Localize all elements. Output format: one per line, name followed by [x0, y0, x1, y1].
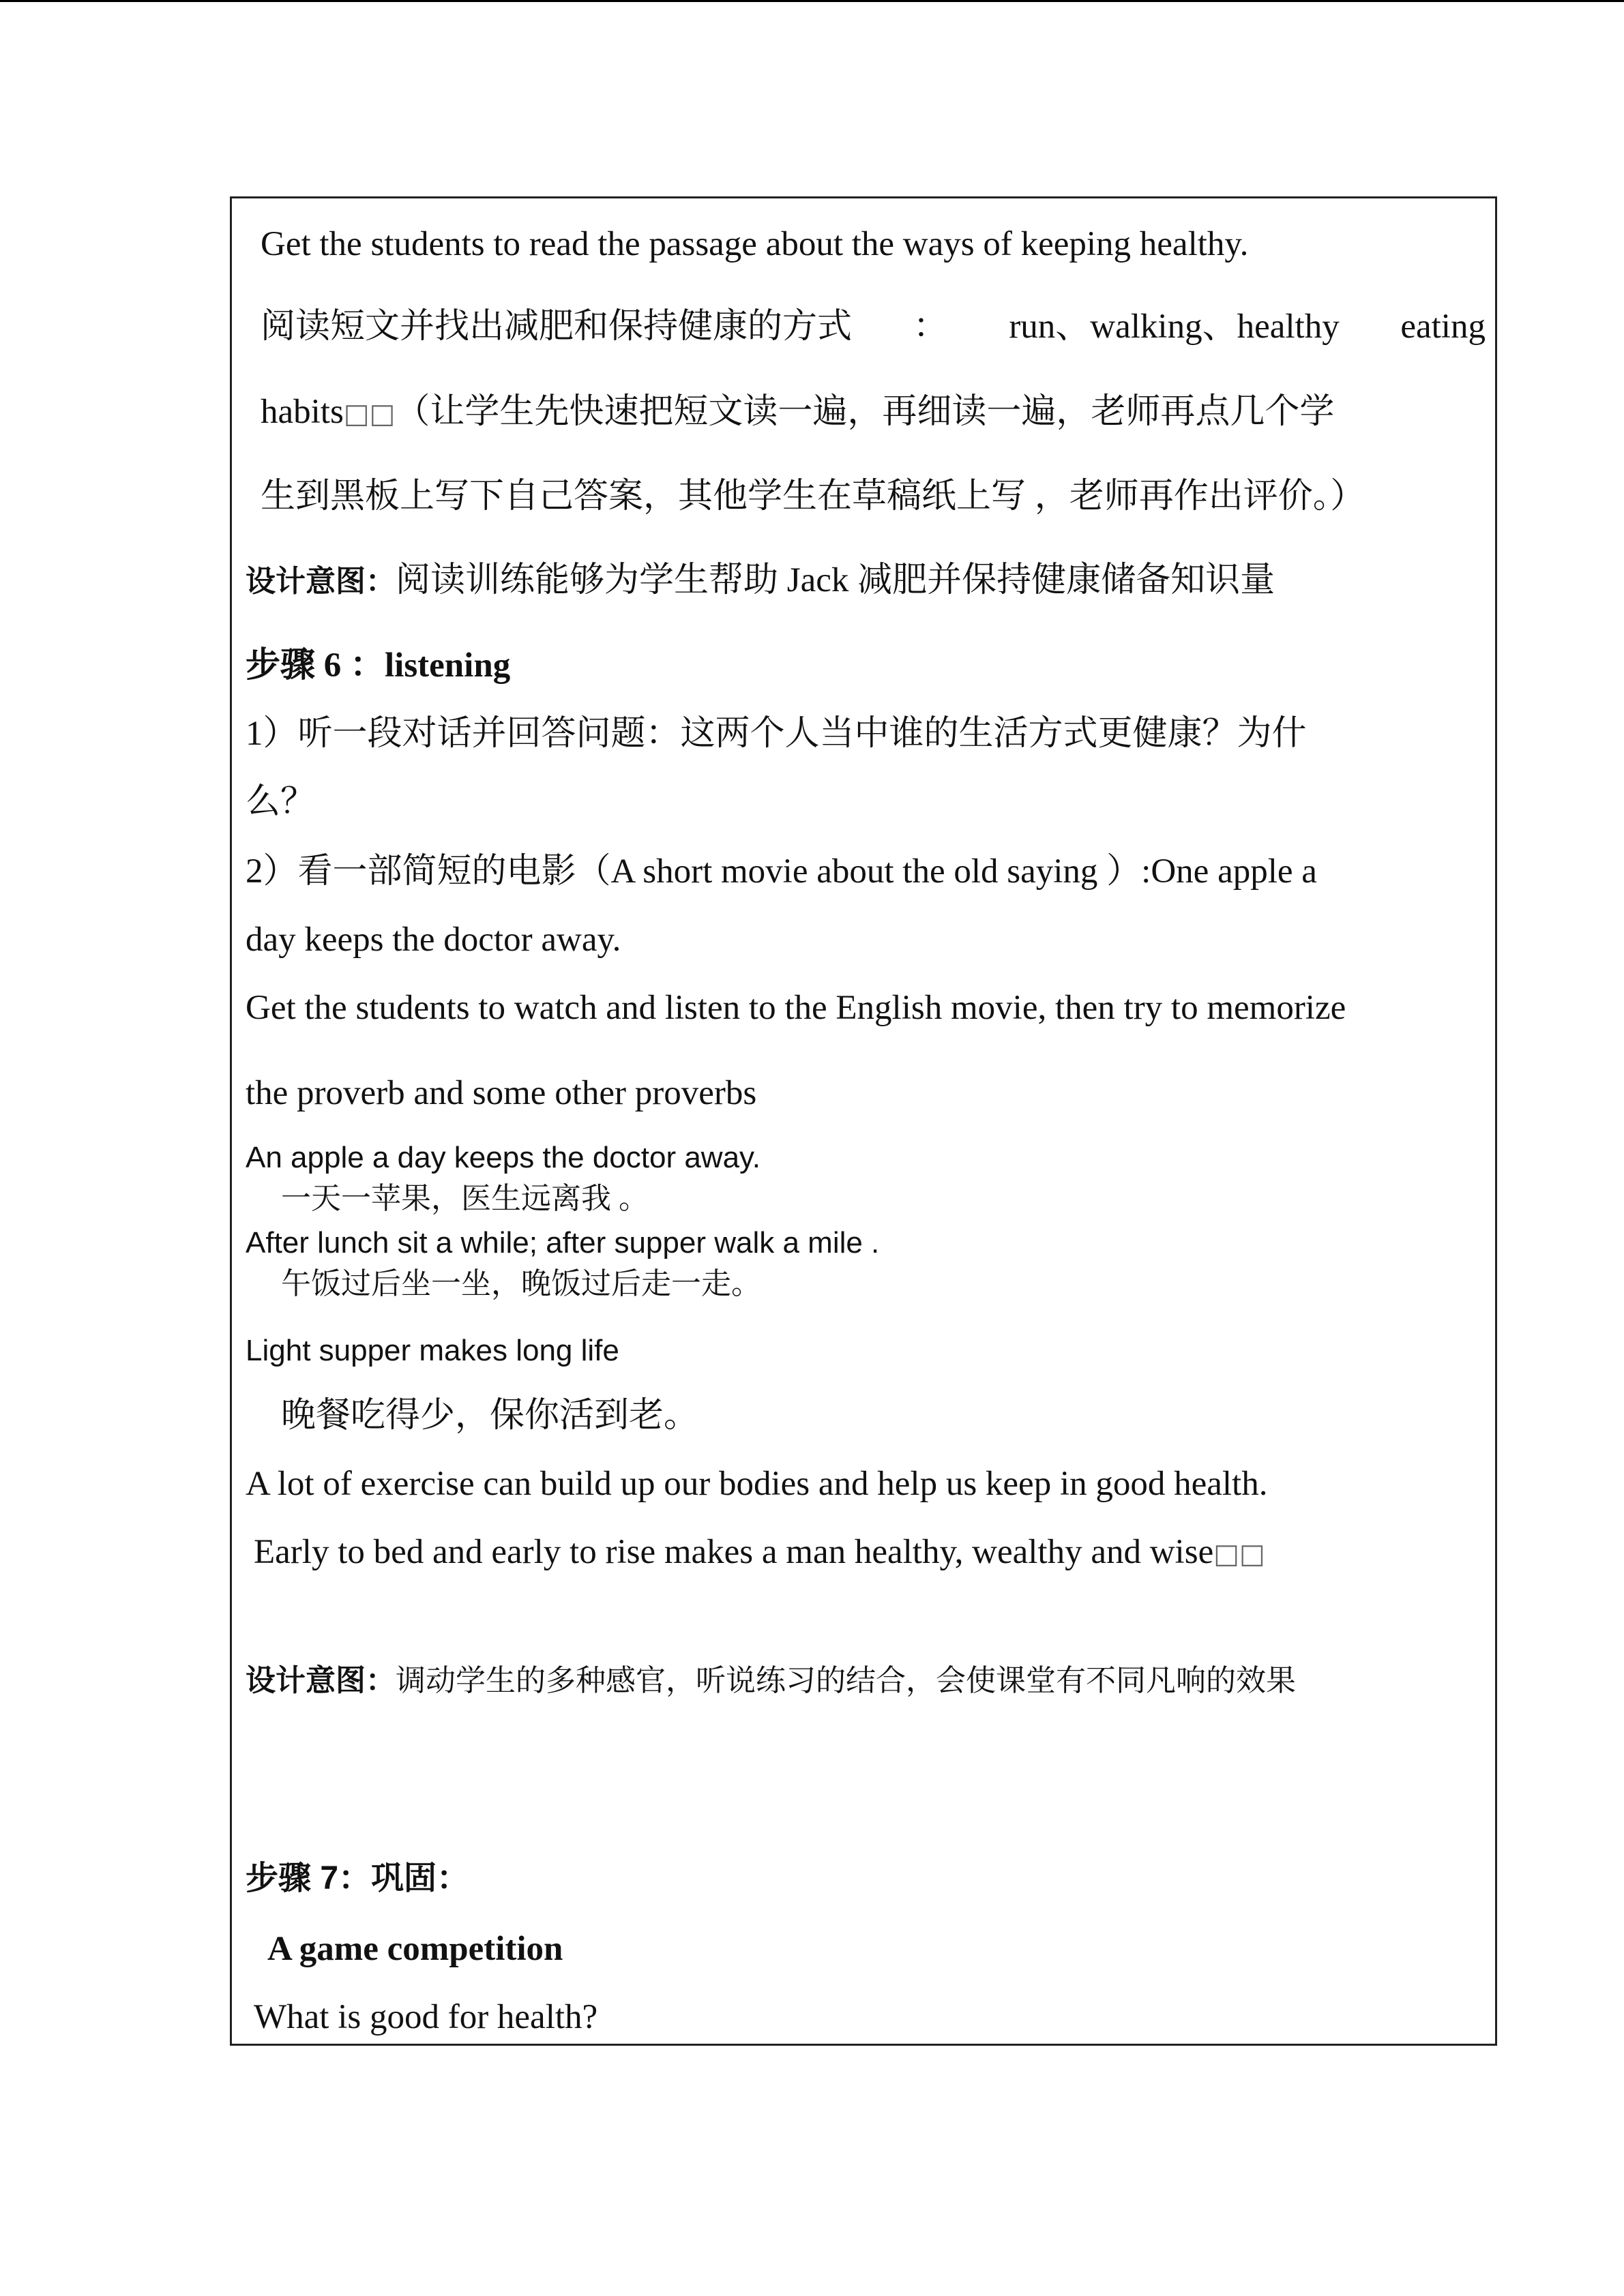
proverb-zh: 一天一苹果，医生远离我 。 [281, 1182, 649, 1215]
design-intent-text: 阅读训练能够为学生帮助 Jack 减肥并保持健康储备知识量 [396, 561, 1275, 599]
proverb-en: An apple a day keeps the doctor away. [246, 1141, 761, 1174]
reading-instruction: Get the students to read the passage about the ways of keeping healthy. [261, 225, 1249, 263]
reading-method-zh: （让学生先快速把短文读一遍，再细读一遍，老师再点几个学 [395, 393, 1335, 431]
step6-instruction-line2: the proverb and some other proverbs [246, 1074, 757, 1112]
reading-task-eating: eating [1400, 308, 1486, 346]
reading-task-ways: run、walking、healthy [1009, 308, 1340, 346]
design-intent-label: 设计意图： [246, 1664, 396, 1697]
design-intent-label: 设计意图： [246, 565, 396, 598]
page-top-border [0, 0, 1624, 2]
reading-task-line [261, 310, 1486, 344]
proverb-zh: 晚餐吃得少，保你活到老。 [281, 1397, 699, 1435]
reading-method-continued: 生到黑板上写下自己答案，其他学生在草稿纸上写 ，老师再作出评价。） [261, 477, 1365, 516]
reading-habits-line [261, 395, 1334, 430]
reading-design-intent [246, 563, 1275, 598]
proverb-en: Light supper makes long life [246, 1334, 619, 1367]
reading-task-zh: 阅读短文并找出减肥和保持健康的方式 [261, 308, 853, 346]
step6-item1-line1: 1）听一段对话并回答问题：这两个人当中谁的生活方式更健康？为什 [246, 715, 1307, 753]
step6-item1-line2: 么？ [246, 783, 316, 821]
missing-glyph-boxes: □□ [343, 398, 396, 430]
listening-design-intent [246, 1666, 1296, 1696]
lesson-plan-table-cell [230, 196, 1497, 2046]
step7-heading: 步骤 7：巩固： [246, 1860, 470, 1896]
exercise-sentence: A lot of exercise can build up our bodies and help us keep in good health. [246, 1465, 1268, 1503]
game-competition-title: A game competition [267, 1930, 563, 1968]
step6-item2-line2: day keeps the doctor away. [246, 921, 621, 959]
step6-instruction-line1: Get the students to watch and listen to the English movie, then try to memorize [246, 989, 1346, 1027]
missing-glyph-boxes: □□ [1213, 1538, 1265, 1570]
proverb-zh: 午饭过后坐一坐，晚饭过后走一走。 [281, 1267, 761, 1300]
reading-task-colon: ： [913, 308, 948, 346]
reading-habits-word: habits [261, 393, 344, 431]
step6-heading: 步骤 6 ：listening [246, 646, 511, 685]
step6-item2-line1: 2）看一部简短的电影（A short movie about the old saying ）:One apple a [246, 852, 1317, 891]
early-to-bed-line [254, 1535, 1265, 1570]
early-to-bed-text: Early to bed and early to rise makes a man healthy, wealthy and wise [254, 1533, 1214, 1571]
design-intent-text: 调动学生的多种感官，听说练习的结合，会使课堂有不同凡响的效果 [396, 1664, 1296, 1697]
health-question: What is good for health? [254, 1998, 598, 2036]
proverb-en: After lunch sit a while; after supper walk a mile . [246, 1226, 880, 1259]
